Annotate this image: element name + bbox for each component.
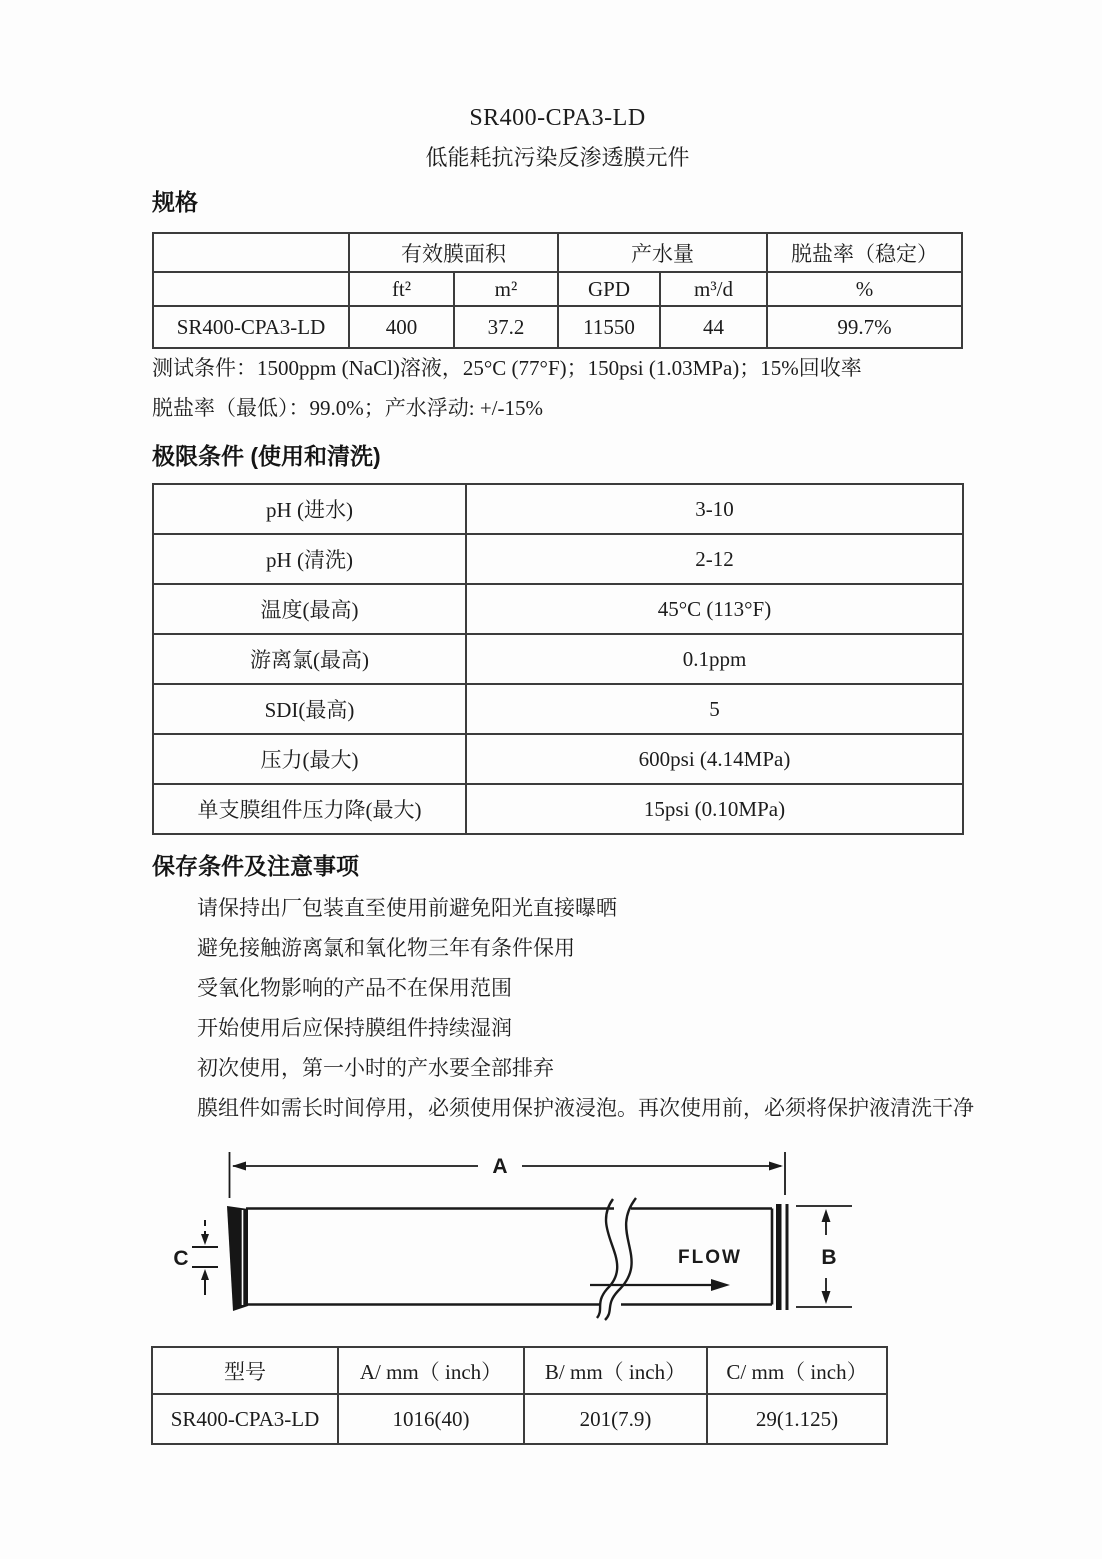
- limit-label: 单支膜组件压力降(最大): [153, 784, 466, 834]
- dims-header-model: 型号: [152, 1347, 338, 1394]
- dimensions-table: [151, 1346, 888, 1445]
- dim-c-label: C: [173, 1247, 189, 1270]
- dims-header-b: B/ mm（ inch）: [524, 1347, 707, 1394]
- spec-unit-header-row: [153, 272, 962, 306]
- limits-row: [153, 784, 963, 834]
- dims-header-c: C/ mm（ inch）: [707, 1347, 887, 1394]
- spec-unit-m2: m²: [454, 272, 558, 306]
- spec-flow-m3d-cell: 44: [660, 306, 767, 348]
- spec-unit-m3d: m³/d: [660, 272, 767, 306]
- spec-model-cell: SR400-CPA3-LD: [153, 306, 349, 348]
- spec-group-header-area: 有效膜面积: [349, 233, 558, 272]
- limit-label: 游离氯(最高): [153, 634, 466, 684]
- spec-corner-cell: [153, 233, 349, 272]
- dim-c-arrowhead-up: [201, 1269, 209, 1280]
- storage-note: 请保持出厂包装直至使用前避免阳光直接曝晒: [197, 896, 617, 920]
- storage-note: 开始使用后应保持膜组件持续湿润: [197, 1016, 512, 1040]
- dim-a-arrowhead-left: [232, 1162, 246, 1171]
- break-line-left: [597, 1199, 617, 1318]
- spec-unit-gpd: GPD: [558, 272, 660, 306]
- limit-label: 温度(最高): [153, 584, 466, 634]
- dim-b-arrowhead-down: [822, 1291, 831, 1304]
- dim-b-label: B: [821, 1246, 837, 1269]
- limit-label: pH (进水): [153, 484, 466, 534]
- limit-value: 5: [466, 684, 963, 734]
- flow-arrowhead: [711, 1279, 730, 1291]
- limit-value: 3-10: [466, 484, 963, 534]
- storage-note: 膜组件如需长时间停用，必须使用保护液浸泡。再次使用前，必须将保护液清洗干净: [197, 1096, 974, 1120]
- spec-heading: 规格: [152, 189, 198, 215]
- dims-model-cell: SR400-CPA3-LD: [152, 1394, 338, 1444]
- dimensions-header-row: [152, 1347, 887, 1394]
- storage-note: 受氧化物影响的产品不在保用范围: [197, 976, 512, 1000]
- dim-a-label: A: [492, 1155, 508, 1178]
- storage-note: 初次使用，第一小时的产水要全部排弃: [197, 1056, 554, 1080]
- limits-row: [153, 534, 963, 584]
- dimensions-data-row: [152, 1394, 887, 1444]
- limit-label: 压力(最大): [153, 734, 466, 784]
- spec-table: [152, 232, 963, 349]
- limit-value: 0.1ppm: [466, 634, 963, 684]
- spec-group-header-row: [153, 233, 962, 272]
- storage-note: 避免接触游离氯和氧化物三年有条件保用: [197, 936, 575, 960]
- spec-unit-empty-cell: [153, 272, 349, 306]
- membrane-element-diagram: [0, 1140, 1102, 1350]
- limits-row: [153, 684, 963, 734]
- limits-heading: 极限条件 (使用和清洗): [152, 443, 381, 469]
- dim-a-arrowhead-right: [769, 1162, 783, 1171]
- limit-label: pH (清洗): [153, 534, 466, 584]
- dims-header-a: A/ mm（ inch）: [338, 1347, 524, 1394]
- dim-c-arrowhead-down: [201, 1234, 209, 1245]
- spec-group-header-flow: 产水量: [558, 233, 767, 272]
- test-conditions-line: 测试条件：1500ppm (NaCl)溶液，25°C (77°F)；150psi (1.03MPa)；15%回收率: [152, 356, 862, 380]
- spec-unit-percent: %: [767, 272, 962, 306]
- doc-title: SR400-CPA3-LD: [469, 105, 646, 131]
- flow-label: FLOW: [678, 1247, 742, 1268]
- doc-subtitle: 低能耗抗污染反渗透膜元件: [425, 145, 690, 170]
- end-cap-left: [227, 1206, 248, 1311]
- limits-row: [153, 634, 963, 684]
- spec-area-m2-cell: 37.2: [454, 306, 558, 348]
- dims-a-cell: 1016(40): [338, 1394, 524, 1444]
- break-line-right: [605, 1198, 636, 1320]
- spec-data-row: [153, 306, 962, 348]
- limits-row: [153, 584, 963, 634]
- spec-rejection-cell: 99.7%: [767, 306, 962, 348]
- limits-table: [152, 483, 964, 835]
- limit-value: 2-12: [466, 534, 963, 584]
- dims-c-cell: 29(1.125): [707, 1394, 887, 1444]
- spec-unit-ft2: ft²: [349, 272, 454, 306]
- spec-area-ft2-cell: 400: [349, 306, 454, 348]
- limit-label: SDI(最高): [153, 684, 466, 734]
- limits-row: [153, 734, 963, 784]
- limits-row: [153, 484, 963, 534]
- storage-notes: [197, 888, 974, 1128]
- limit-value: 15psi (0.10MPa): [466, 784, 963, 834]
- spec-group-header-rejection: 脱盐率（稳定）: [767, 233, 962, 272]
- dims-b-cell: 201(7.9): [524, 1394, 707, 1444]
- end-ring-outer: [776, 1204, 782, 1310]
- spec-flow-gpd-cell: 11550: [558, 306, 660, 348]
- dim-b-arrowhead-up: [822, 1209, 831, 1222]
- rejection-note-line: 脱盐率（最低）：99.0%；产水浮动: +/-15%: [152, 396, 543, 420]
- limit-value: 600psi (4.14MPa): [466, 734, 963, 784]
- limit-value: 45°C (113°F): [466, 584, 963, 634]
- storage-heading: 保存条件及注意事项: [152, 853, 359, 879]
